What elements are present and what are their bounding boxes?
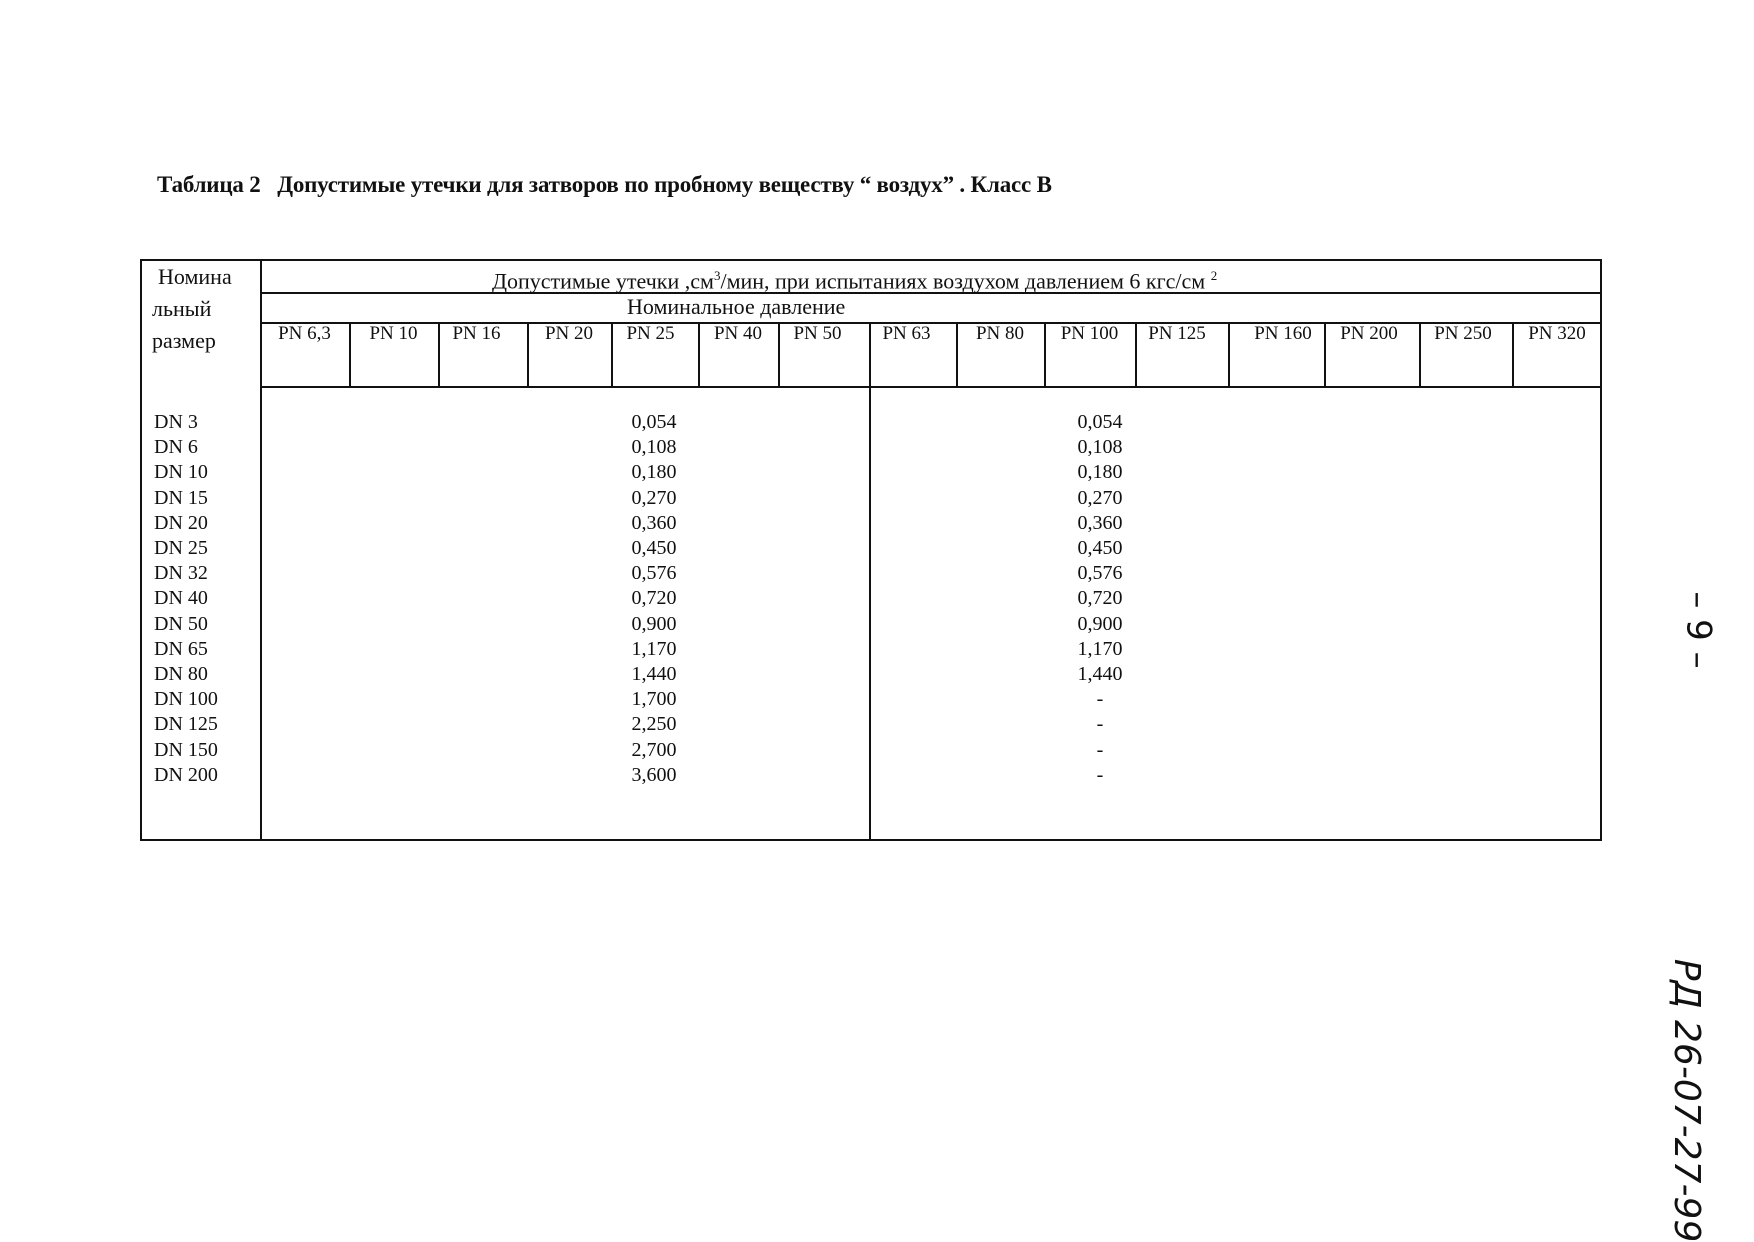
value-cell: 0,108: [631, 436, 677, 459]
value-cell: 0,900: [1077, 612, 1123, 635]
pn-column-header: PN 125: [1148, 323, 1206, 344]
dn-cell: DN 50: [154, 612, 208, 635]
main-header-text: /мин, при испытаниях воздухом давлением 6 кгс/см: [720, 268, 1206, 294]
dn-cell: DN 40: [154, 587, 208, 610]
value-cell: 0,450: [631, 537, 677, 560]
value-cell: -: [1096, 763, 1104, 786]
value-cell: -: [1096, 713, 1104, 736]
value-cell: 0,900: [631, 612, 677, 635]
value-cell: 0,360: [631, 511, 677, 534]
row-header-divider: [260, 261, 262, 839]
value-cell: 0,270: [631, 486, 677, 509]
pn-col-divider: [1228, 322, 1230, 386]
value-cell: 1,700: [631, 688, 677, 711]
value-cell: 0,360: [1077, 511, 1123, 534]
dn-cell: DN 80: [154, 663, 208, 686]
pn-column-header: PN 6,3: [278, 323, 331, 344]
document-code: РД 26-07-27-99: [1666, 958, 1708, 1242]
dn-cell: DN 6: [154, 436, 198, 459]
low-pressure-values: [594, 410, 714, 788]
pn-column-header: PN 40: [713, 323, 763, 344]
value-cell: 0,720: [1077, 587, 1123, 610]
main-header: [492, 260, 1217, 297]
value-cell: 0,450: [1077, 537, 1123, 560]
value-cell: 0,054: [1077, 411, 1123, 433]
value-cell: 1,170: [1077, 637, 1123, 660]
dn-cell: DN 10: [154, 461, 208, 484]
dn-cell: DN 25: [154, 537, 208, 560]
dn-cell: DN 65: [154, 637, 208, 660]
pn-column-header: PN 160: [1254, 323, 1312, 344]
pn-column-header: PN 63: [882, 323, 931, 344]
value-cell: 3,600: [631, 763, 677, 786]
value-cell: 0,720: [631, 587, 677, 610]
value-cell: -: [1096, 738, 1104, 761]
value-cell: 1,170: [631, 637, 677, 660]
high-pressure-values: [1040, 410, 1160, 788]
value-cell: 0,576: [631, 562, 677, 585]
table-caption: Таблица 2 Допустимые утечки для затворов по пробному веществу “ воздух” . Класс В: [157, 172, 1052, 197]
value-cell: 0,270: [1077, 486, 1123, 509]
pn-column-header: PN 25: [626, 323, 675, 344]
pn-column-header: PN 16: [452, 323, 501, 344]
main-header-superscript: 2: [1210, 268, 1218, 283]
pn-column-header: PN 100: [1060, 323, 1119, 344]
row-header-line: льный: [152, 296, 212, 321]
main-header-superscript: 3: [713, 268, 721, 283]
pn-column-header: PN 50: [793, 323, 842, 344]
value-cell: 2,250: [631, 713, 677, 736]
value-cell: 1,440: [631, 663, 677, 686]
dn-cell: DN 15: [154, 486, 208, 509]
dn-cell: DN 150: [154, 738, 218, 761]
row-header-line: Номина: [158, 264, 232, 289]
page-number: – 9 –: [1678, 591, 1719, 669]
dn-cell: DN 3: [154, 411, 198, 433]
header-bottom-rule: [260, 386, 1602, 388]
dn-cell: DN 100: [154, 688, 218, 711]
pn-column-header: PN 80: [975, 323, 1025, 344]
pn-column-header: PN 10: [369, 323, 418, 344]
dn-cell: DN 200: [154, 763, 218, 786]
sub-header: Номинальное давление: [627, 294, 846, 319]
dn-cell: DN 125: [154, 713, 218, 736]
value-cell: -: [1096, 688, 1104, 711]
value-cell: 0,180: [1077, 461, 1123, 484]
pn-column-header: PN 320: [1528, 323, 1586, 344]
value-cell: 2,700: [631, 738, 677, 761]
dn-cell: DN 20: [154, 511, 208, 534]
dn-cell: DN 32: [154, 562, 208, 585]
value-cell: 1,440: [1077, 663, 1123, 686]
pn-column-header: PN 250: [1434, 323, 1492, 344]
pn-column-header: PN 200: [1340, 323, 1398, 344]
value-cell: 0,180: [631, 461, 677, 484]
value-cell: 0,054: [631, 411, 677, 433]
dn-column: [154, 410, 218, 788]
row-header-line: размер: [152, 328, 216, 353]
leakage-table: [140, 259, 1602, 841]
value-cell: 0,576: [1077, 562, 1123, 585]
class-group-divider: [869, 322, 871, 841]
main-header-text: Допустимые утечки ,см: [492, 268, 714, 294]
pn-column-header: PN 20: [544, 323, 594, 344]
value-cell: 0,108: [1077, 436, 1123, 459]
